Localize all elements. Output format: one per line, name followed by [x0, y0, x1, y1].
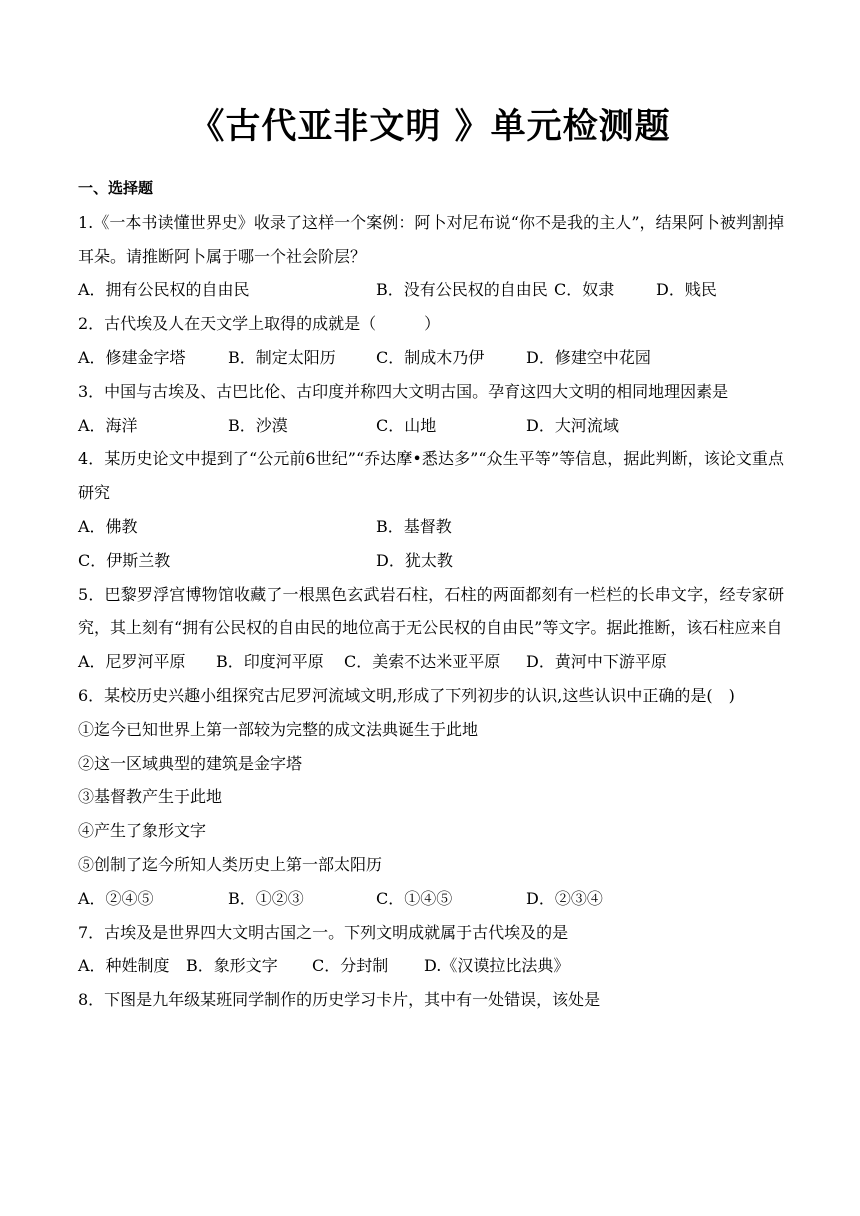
question-5-option-d: D．黄河中下游平原: [526, 652, 667, 672]
question-6-statement-3: ③基督教产生于此地: [78, 787, 223, 807]
question-7-option-d: D.《汉谟拉比法典》: [424, 956, 570, 976]
question-4-stem: 4．某历史论文中提到了“公元前6世纪”“乔达摩•悉达多”“众生平等”等信息，据此判断，该论文重点研究: [78, 449, 784, 503]
question-4-options-row-2: [78, 544, 784, 578]
question-7-option-b: B．象形文字: [186, 956, 278, 976]
question-1-option-a: A．拥有公民权的自由民: [78, 280, 250, 300]
question-1-options: [78, 273, 784, 307]
question-3-options: [78, 409, 784, 443]
question-3-option-a: A．海洋: [78, 415, 138, 435]
question-1-option-c: C．奴隶: [554, 280, 615, 300]
question-6-option-d: D．②③④: [526, 888, 603, 908]
question-7-option-c: C．分封制: [312, 956, 389, 976]
question-6-options: [78, 882, 784, 916]
question-1-stem: 1.《一本书读懂世界史》收录了这样一个案例：阿卜对尼布说“你不是我的主人”，结果阿卜被判割掉耳朵。请推断阿卜属于哪一个社会阶层？: [78, 212, 784, 266]
question-2-stem: 2．古代埃及人在天文学上取得的成就是（ ）: [78, 314, 441, 334]
question-2-option-d: D．修建空中花园: [526, 347, 651, 367]
question-3-option-c: C．山地: [376, 415, 437, 435]
question-1-option-b: B．没有公民权的自由民: [376, 280, 548, 300]
question-7-option-a: A．种姓制度: [78, 956, 170, 976]
page-title: 《古代亚非文明 》单元检测题: [189, 107, 671, 147]
question-4-option-b: B．基督教: [376, 516, 452, 536]
question-4-option-c: C．伊斯兰教: [78, 550, 171, 570]
question-3-option-b: B．沙漠: [228, 415, 288, 435]
question-5-options: [78, 645, 784, 679]
question-6-statement-4: ④产生了象形文字: [78, 821, 207, 841]
question-4-option-d: D．犹太教: [376, 550, 453, 570]
section-heading: 一、选择题: [78, 179, 154, 197]
question-list: [78, 172, 784, 1017]
question-3-option-d: D．大河流域: [526, 415, 619, 435]
question-5-option-b: B．印度河平原: [216, 652, 324, 672]
question-2-option-c: C．制成木乃伊: [376, 347, 485, 367]
question-5-option-c: C．美索不达米亚平原: [344, 652, 501, 672]
question-4-options-row-1: [78, 510, 784, 544]
question-2-option-b: B．制定太阳历: [228, 347, 336, 367]
question-6-stem: 6．某校历史兴趣小组探究古尼罗河流域文明,形成了下列初步的认识,这些认识中正确的是( ): [78, 685, 735, 705]
question-4-option-a: A．佛教: [78, 516, 138, 536]
question-3-stem: 3．中国与古埃及、古巴比伦、古印度并称四大文明古国。孕育这四大文明的相同地理因素是: [78, 381, 729, 401]
question-1-option-d: D．贱民: [656, 280, 717, 300]
question-5-option-a: A．尼罗河平原: [78, 652, 186, 672]
question-8-stem: 8．下图是九年级某班同学制作的历史学习卡片，其中有一处错误，该处是: [78, 990, 601, 1010]
question-2-option-a: A．修建金字塔: [78, 347, 186, 367]
question-6-statement-5: ⑤创制了迄今所知人类历史上第一部太阳历: [78, 854, 383, 874]
question-2-options: [78, 341, 784, 375]
question-6-option-b: B．①②③: [228, 888, 304, 908]
question-6-option-c: C．①④⑤: [376, 888, 453, 908]
question-5-stem: 5．巴黎罗浮宫博物馆收藏了一根黑色玄武岩石柱，石柱的两面都刻有一栏栏的长串文字，经专家研究，其上刻有“拥有公民权的自由民的地位高于无公民权的自由民”等文字。据此推断，该石柱应来自: [78, 584, 784, 638]
question-6-statement-2: ②这一区域典型的建筑是金字塔: [78, 753, 303, 773]
question-7-options: [78, 949, 784, 983]
question-6-option-a: A．②④⑤: [78, 888, 154, 908]
question-6-statement-1: ①迄今已知世界上第一部较为完整的成文法典诞生于此地: [78, 719, 479, 739]
question-7-stem: 7．古埃及是世界四大文明古国之一。下列文明成就属于古代埃及的是: [78, 922, 569, 942]
